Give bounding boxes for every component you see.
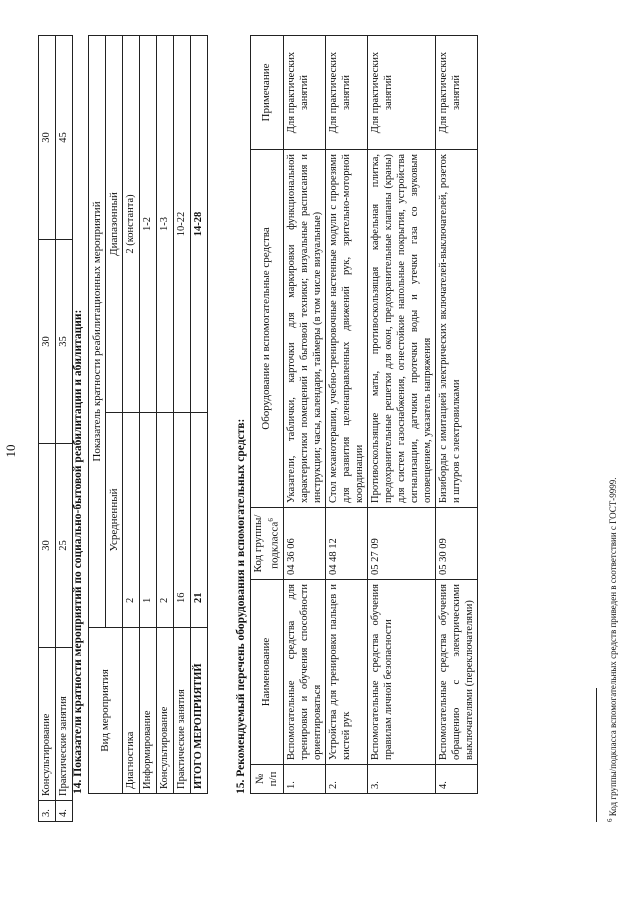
frequency-table	[88, 35, 208, 794]
header-average: Усредненный	[106, 413, 123, 628]
table-row	[39, 36, 56, 822]
row-equipment: Указатели, таблички, карточки для маркировки функциональной характеристики помещений и бытовой техники; визуальные расписания и инструкции; часы, календари, таймеры (в том числе визуальные)	[283, 150, 325, 508]
row-value: 30	[39, 240, 56, 444]
footnote-ref: 6	[267, 518, 275, 522]
table-row	[283, 36, 325, 794]
table-header-row	[89, 36, 106, 794]
table-row	[157, 36, 174, 794]
page-number: 10	[3, 444, 18, 458]
table-total-row	[191, 36, 208, 794]
activity-label: Диагностика	[123, 628, 140, 794]
section-15-heading: 15. Рекомендуемый перечень оборудования и вспомогательных средств:	[235, 418, 247, 794]
table-row	[367, 36, 435, 794]
table-row	[435, 36, 477, 794]
table-row	[123, 36, 140, 794]
row-value: 30	[39, 444, 56, 648]
row-label: Практические занятия	[56, 648, 73, 801]
row-name: Вспомогательные средства для тренировки и обучения способности ориентироваться	[283, 580, 325, 765]
header-number: № п/п	[251, 765, 284, 794]
total-range: 14-28	[191, 36, 208, 413]
activity-label: Консультирование	[157, 628, 174, 794]
row-note: Для практических занятий	[283, 36, 325, 150]
header-code	[251, 508, 284, 580]
row-number: 3.	[367, 765, 435, 794]
row-note: Для практических занятий	[325, 36, 367, 150]
header-name: Наименование	[251, 580, 284, 765]
header-code-text: Код группы/подкласса	[252, 514, 281, 573]
average-value: 2	[157, 413, 174, 628]
row-equipment: Стол механотерапии, учебно-тренировочные настенные модули с прорезями для развития целенаправленных движений рук, зрительно-моторной координации	[325, 150, 367, 508]
row-code: 04 36 06	[283, 508, 325, 580]
row-value: 30	[39, 36, 56, 240]
range-value: 1-2	[140, 36, 157, 413]
previous-table	[38, 35, 73, 822]
range-value: 2 (константа)	[123, 36, 140, 413]
row-name: Устройства для тренировки пальцев и кистей рук	[325, 580, 367, 765]
row-code: 05 30 09	[435, 508, 477, 580]
header-note: Примечание	[251, 36, 284, 150]
average-value: 2	[123, 413, 140, 628]
header-range: Диапазонный	[106, 36, 123, 413]
row-note: Для практических занятий	[367, 36, 435, 150]
total-average: 21	[191, 413, 208, 628]
range-value: 10-22	[174, 36, 191, 413]
footnote	[606, 478, 618, 823]
activity-label: Практические занятия	[174, 628, 191, 794]
section-14-heading: 14. Показатели кратности мероприятий по социально-бытовой реабилитации и абилитации:	[72, 309, 84, 794]
row-value: 25	[56, 444, 73, 648]
row-name: Вспомогательные средства обучения правилам личной безопасности	[367, 580, 435, 765]
footnote-divider	[596, 688, 597, 822]
row-note: Для практических занятий	[435, 36, 477, 150]
row-number: 3.	[39, 801, 56, 822]
table-row	[325, 36, 367, 794]
activity-label: Информирование	[140, 628, 157, 794]
table-row	[56, 36, 73, 822]
equipment-table	[250, 35, 478, 794]
row-label: Консультирование	[39, 648, 56, 801]
row-equipment: Бизиборды с имитацией электрических включателей-выключателей, розеток и штуров с электровилками	[435, 150, 477, 508]
table-header-row	[251, 36, 284, 794]
footnote-text: Код группы/подкласса вспомогательных средств приведен в соответствии с ГОСТ-9999.	[608, 477, 618, 817]
row-value: 45	[56, 36, 73, 240]
row-number: 4.	[56, 801, 73, 822]
row-code: 04 48 12	[325, 508, 367, 580]
footnote-marker: 6	[606, 818, 614, 822]
row-value: 35	[56, 240, 73, 444]
header-equipment: Оборудование и вспомогательные средства	[251, 150, 284, 508]
row-name: Вспомогательные средства обучения обращению с электрическими выключателями (переключателями)	[435, 580, 477, 765]
row-code: 05 27 09	[367, 508, 435, 580]
row-equipment: Противоскользящие маты, противоскользящая кафельная плитка, предохранительные решетки для окон, предохранительные клапаны (краны) для систем газоснабжения, огнестойкие напольные покрытия, устройства сигнализации, датчики протечки воды и утечки газа со звуковым оповещением, указатель напряжения	[367, 150, 435, 508]
header-group: Показатель кратности реабилитационных мероприятий	[89, 36, 106, 628]
header-activity: Вид мероприятия	[89, 628, 123, 794]
average-value: 16	[174, 413, 191, 628]
average-value: 1	[140, 413, 157, 628]
table-row	[174, 36, 191, 794]
row-number: 1.	[283, 765, 325, 794]
total-label: ИТОГО МЕРОПРИЯТИЙ	[191, 628, 208, 794]
row-number: 2.	[325, 765, 367, 794]
row-number: 4.	[435, 765, 477, 794]
table-row	[140, 36, 157, 794]
range-value: 1-3	[157, 36, 174, 413]
